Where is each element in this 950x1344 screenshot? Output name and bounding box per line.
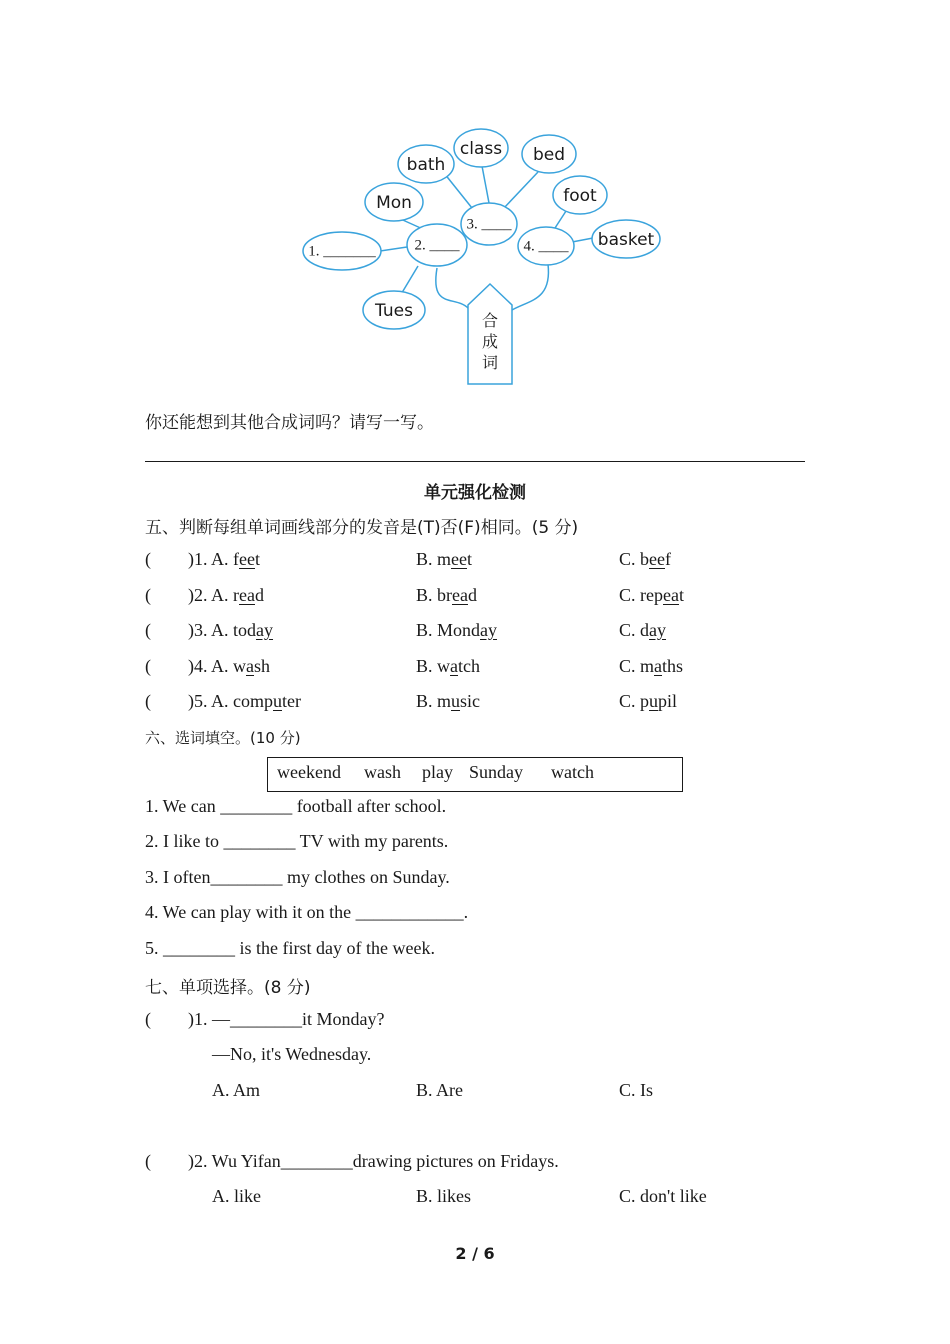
answer-paren[interactable]: ( <box>145 1151 151 1171</box>
branch-right <box>512 264 548 310</box>
q1-option-c[interactable]: C. Is <box>619 1080 654 1100</box>
word-bank-item: wash <box>364 762 401 782</box>
line-basket <box>572 238 593 242</box>
answer-line[interactable] <box>145 461 805 462</box>
option-c: C. pupil <box>619 691 678 711</box>
answer-paren[interactable]: ( <box>145 620 151 640</box>
option-a: )1. A. feet <box>188 549 260 569</box>
option-c: C. beef <box>619 549 671 569</box>
part6-heading: 六、选词填空。(10 分) <box>145 729 301 747</box>
answer-paren[interactable]: ( <box>145 1009 151 1029</box>
word-bank <box>267 757 683 792</box>
compound-word-tree <box>290 120 680 395</box>
option-b: B. Monday <box>416 620 498 640</box>
q1-option-a[interactable]: A. Am <box>212 1080 261 1100</box>
q2-option-c[interactable]: C. don't like <box>619 1186 707 1206</box>
blank-4[interactable]: 4. ____ <box>523 238 569 255</box>
word-bed: bed <box>532 145 566 165</box>
word-bank-item: Sunday <box>469 762 523 782</box>
option-c: C. repeat <box>619 585 684 605</box>
blank-3[interactable]: 3. ____ <box>466 216 512 233</box>
option-b: B. meet <box>416 549 473 569</box>
fill-sentence-4[interactable]: 4. We can play with it on the ____________. <box>145 902 469 922</box>
word-bank-item: play <box>422 762 453 782</box>
option-a: )3. A. today <box>188 620 274 640</box>
q1-option-b[interactable]: B. Are <box>416 1080 463 1100</box>
part7-heading: 七、单项选择。(8 分) <box>145 978 311 998</box>
line-1 <box>380 247 407 251</box>
word-class: class <box>459 139 503 159</box>
question-1-stem: )1. —________it Monday? <box>188 1009 385 1029</box>
word-bank-item: weekend <box>277 762 341 782</box>
answer-paren[interactable]: ( <box>145 691 151 711</box>
line-bed <box>504 172 538 208</box>
option-b: B. watch <box>416 656 481 676</box>
option-c: C. day <box>619 620 667 640</box>
option-c: C. maths <box>619 656 684 676</box>
option-b: B. music <box>416 691 481 711</box>
word-tues: Tues <box>375 301 413 321</box>
word-mon: Mon <box>376 193 412 213</box>
trunk-char-3: 词 <box>481 353 498 372</box>
trunk-char-2: 成 <box>481 332 498 351</box>
page-number: 2 / 6 <box>455 1244 495 1263</box>
question-1-reply: —No, it's Wednesday. <box>212 1044 372 1064</box>
word-foot: foot <box>563 186 597 206</box>
fill-sentence-3[interactable]: 3. I often________ my clothes on Sunday. <box>145 867 450 887</box>
fill-sentence-1[interactable]: 1. We can ________ football after school. <box>145 796 447 816</box>
q2-option-a[interactable]: A. like <box>212 1186 261 1206</box>
option-b: B. bread <box>416 585 477 605</box>
option-a: )4. A. wash <box>188 656 271 676</box>
option-a: )2. A. read <box>188 585 264 605</box>
word-bath: bath <box>406 155 446 175</box>
answer-paren[interactable]: ( <box>145 656 151 676</box>
answer-paren[interactable]: ( <box>145 549 151 569</box>
word-bank-item: watch <box>551 762 594 782</box>
blank-2[interactable]: 2. ____ <box>414 237 460 254</box>
branch-left <box>436 268 468 308</box>
question-2-stem: )2. Wu Yifan________drawing pictures on Fridays. <box>188 1151 559 1171</box>
blank-1[interactable]: 1. _______ <box>308 243 376 260</box>
answer-paren[interactable]: ( <box>145 585 151 605</box>
section-title: 单元强化检测 <box>424 483 526 503</box>
prompt-text: 你还能想到其他合成词吗？请写一写。 <box>145 413 434 433</box>
fill-sentence-2[interactable]: 2. I like to ________ TV with my parents. <box>145 831 449 851</box>
fill-sentence-5[interactable]: 5. ________ is the first day of the week. <box>145 938 435 958</box>
q2-option-b[interactable]: B. likes <box>416 1186 472 1206</box>
part5-heading: 五、判断每组单词画线部分的发音是(T)否(F)相同。(5 分) <box>145 518 579 538</box>
line-class <box>482 166 489 203</box>
option-a: )5. A. computer <box>188 691 301 711</box>
word-basket: basket <box>597 230 655 250</box>
trunk-char-1: 合 <box>481 311 498 330</box>
